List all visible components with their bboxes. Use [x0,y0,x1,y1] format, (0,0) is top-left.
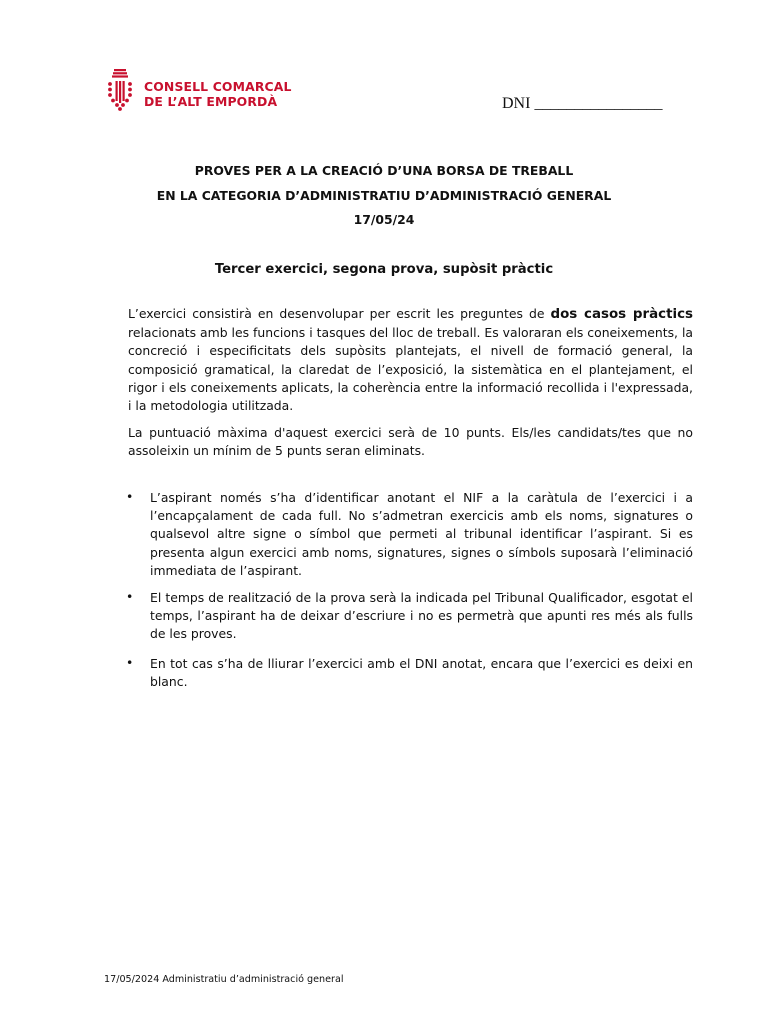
bullet-icon: • [126,489,134,504]
bullet-item-time: El temps de realització de la prova serà la indicada pel Tribunal Qualificador, esgotat el temps, l’aspirant ha de deixar d’escriure i no es permetrà que apunti res més als fulls de les proves. [150,590,693,642]
bullet-item-dni: En tot cas s’ha de lliurar l’exercici amb el DNI anotat, encara que l’exercici es deixi en blanc. [150,656,693,690]
bullet-icon: • [126,655,134,670]
exercise-subtitle: Tercer exercici, segona prova, supòsit pràctic [214,262,554,277]
coat-of-arms-icon [104,68,136,112]
logo [104,68,292,112]
bullet-icon: • [126,589,134,604]
page-footer: 17/05/2024 Administratiu d’administració general [104,974,344,985]
dni-field-label: DNI ________________ [502,95,663,112]
organization-name [144,79,292,109]
para1-bold: dos casos pràctics [550,307,693,322]
bullet-item-identification: L’aspirant només s’ha d’identificar anotant el NIF a la caràtula de l’exercici i a l’encapçalament de cada full. No s’admetran exercicis amb els noms, signatures o qualsevol altre signe o símbol que permeti al tribunal identificar l’aspirant. Si es presenta algun exercici amb noms, signatures, signes o símbols suposarà l’eliminació immediata de l’aspirant. [150,490,693,578]
para1-text-start: L’exercici consistirà en desenvolupar per escrit les preguntes de [128,306,551,321]
paragraph-description [128,305,693,415]
title-line-1: PROVES PER A LA CREACIÓ D’UNA BORSA DE TREBALL [194,163,574,178]
title-line-2: EN LA CATEGORIA D’ADMINISTRATIU D’ADMINISTRACIÓ GENERAL [156,188,612,203]
org-line-2: DE L’ALT EMPORDÀ [144,94,278,109]
paragraph-scoring: La puntuació màxima d'aquest exercici serà de 10 punts. Els/les candidats/tes que no assoleixin un mínim de 5 punts seran eliminats. [128,425,693,459]
para1-text-end: relacionats amb les funcions i tasques del lloc de treball. Es valoraran els coneixements, la concreció i especificitats dels supòsits plantejats, el nivell de formació general, la composició gramatical, la claredat de l’exposició, la sistemàtica en el plantejament, el rigor i els coneixements aplicats, la coherència entre la informació recollida i l'expressada, i la metodologia utilitzada. [128,325,693,414]
title-date: 17/05/24 [353,212,415,227]
org-line-1: CONSELL COMARCAL [144,79,292,94]
